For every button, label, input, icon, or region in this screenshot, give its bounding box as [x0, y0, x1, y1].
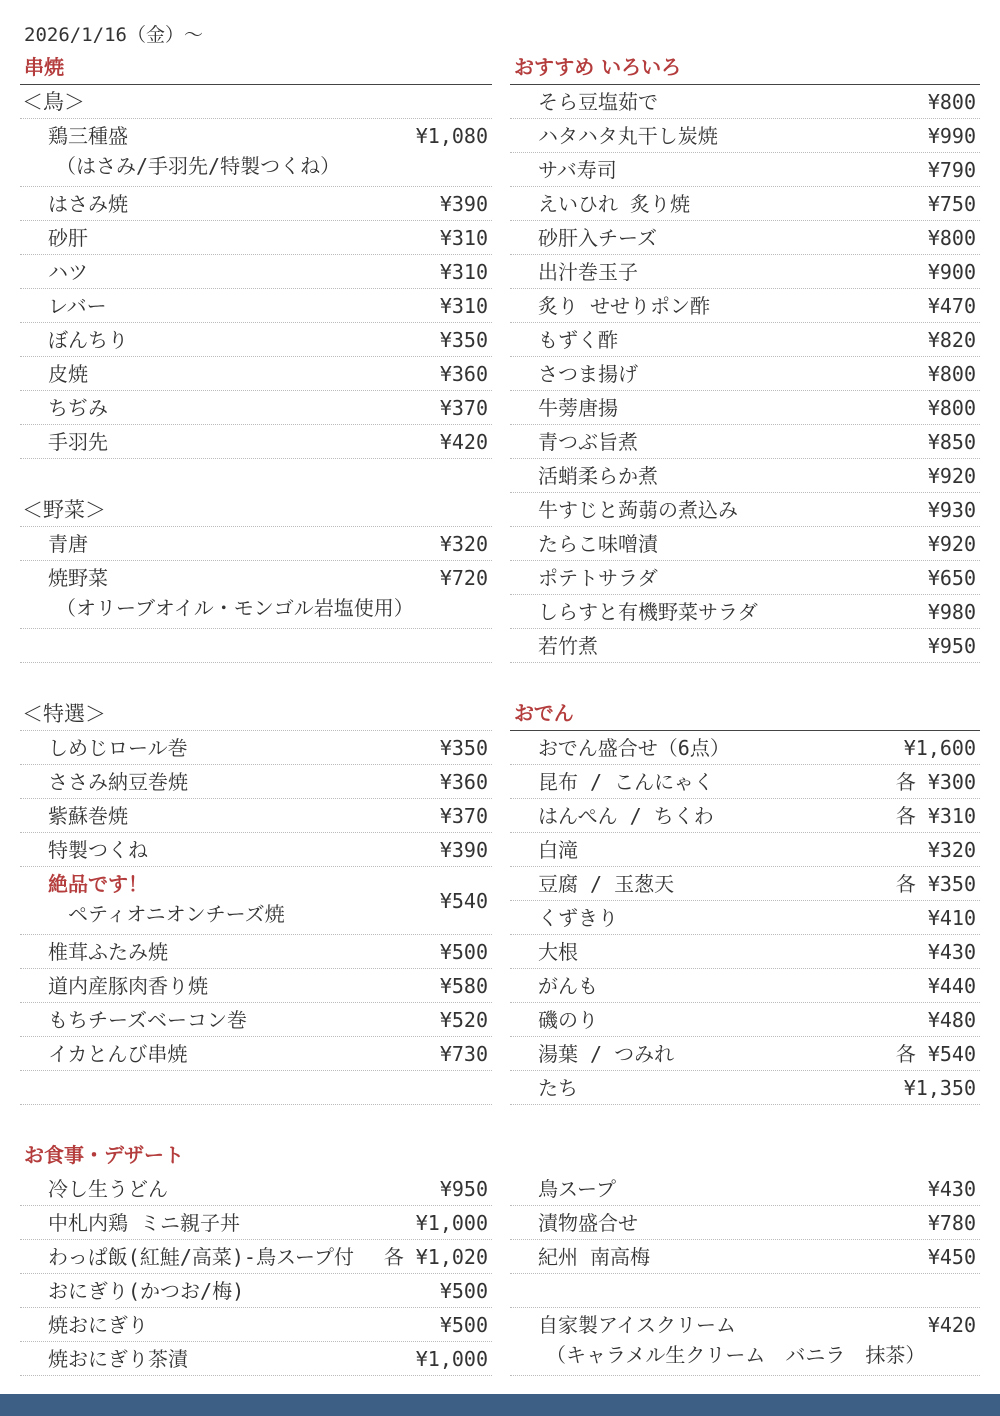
item-price: ¥1,600	[903, 736, 976, 760]
item-price: ¥480	[927, 1008, 976, 1032]
item-price: ¥370	[439, 804, 488, 828]
section-title-osusume: おすすめ いろいろ	[510, 50, 980, 85]
menu-item	[510, 357, 980, 391]
item-note: （はさみ/手羽先/特製つくね）	[56, 154, 341, 178]
oden-section	[510, 696, 980, 1105]
item-price: ¥320	[927, 838, 976, 862]
menu-item	[510, 901, 980, 935]
item-name: 湯葉 / つみれ	[538, 1042, 675, 1066]
item-price: ¥370	[439, 396, 488, 420]
item-name: 中札内鶏 ミニ親子丼	[48, 1211, 241, 1235]
tori-list	[20, 119, 492, 459]
item-name: 焼おにぎり茶漬	[48, 1347, 188, 1371]
item-name: ポテトサラダ	[538, 566, 658, 590]
subsection-yasai: ＜野菜＞	[20, 493, 492, 527]
item-price: 各 ¥310	[895, 804, 976, 828]
item-price: ¥310	[439, 294, 488, 318]
menu-item	[20, 935, 492, 969]
item-price: ¥430	[927, 940, 976, 964]
menu-item	[510, 459, 980, 493]
item-name: サバ寿司	[538, 158, 617, 182]
item-name: レバー	[48, 294, 107, 318]
item-price: ¥390	[439, 838, 488, 862]
item-name: しめじロール巻	[48, 736, 188, 760]
menu-item	[510, 935, 980, 969]
menu-item	[20, 833, 492, 867]
item-name: おにぎり(かつお/梅)	[48, 1279, 245, 1303]
menu-item	[510, 1240, 980, 1274]
menu-item	[20, 255, 492, 289]
item-name: ペティオニオンチーズ焼	[68, 902, 285, 926]
item-name: えいひれ 炙り焼	[538, 192, 691, 216]
item-name: 椎茸ふたみ焼	[48, 940, 168, 964]
menu-item	[510, 1172, 980, 1206]
kushiyaki-section	[20, 50, 492, 1105]
item-name: 昆布 / こんにゃく	[538, 770, 714, 794]
item-name: わっぱ飯(紅鮭/高菜)-鳥スープ付	[48, 1245, 354, 1269]
shokuji-right-section	[510, 1172, 980, 1376]
menu-item	[20, 1240, 492, 1274]
item-price: ¥800	[927, 90, 976, 114]
item-name: 特製つくね	[48, 838, 148, 862]
menu-item	[510, 221, 980, 255]
item-price: ¥850	[927, 430, 976, 454]
item-price: ¥310	[439, 226, 488, 250]
item-name: しらすと有機野菜サラダ	[538, 600, 758, 624]
item-price: ¥360	[439, 770, 488, 794]
item-name: 砂肝	[48, 226, 88, 250]
item-name: もちチーズベーコン巻	[48, 1008, 247, 1032]
menu-item	[510, 1308, 980, 1376]
item-name: 皮焼	[48, 362, 88, 386]
item-price: ¥430	[927, 1177, 976, 1201]
menu-item	[20, 187, 492, 221]
item-name: 若竹煮	[538, 634, 598, 658]
item-name: 冷し生うどん	[48, 1177, 168, 1201]
item-name: そら豆塩茹で	[538, 90, 658, 114]
menu-item	[20, 425, 492, 459]
item-price: ¥390	[439, 192, 488, 216]
item-price: ¥1,000	[415, 1347, 488, 1371]
item-note: （キャラメル生クリーム バニラ 抹茶）	[546, 1343, 926, 1367]
menu-item	[510, 255, 980, 289]
item-price: ¥750	[927, 192, 976, 216]
menu-item	[20, 1172, 492, 1206]
menu-item	[510, 1071, 980, 1105]
item-name: 青つぶ旨煮	[538, 430, 638, 454]
menu-item	[510, 731, 980, 765]
item-name: がんも	[538, 974, 598, 998]
item-name: たち	[538, 1076, 578, 1100]
item-price: ¥420	[439, 430, 488, 454]
menu-item	[510, 969, 980, 1003]
item-name: ハタハタ丸干し炭焼	[538, 124, 718, 148]
menu-item	[20, 867, 492, 935]
item-name: 牛蒡唐揚	[538, 396, 618, 420]
menu-item	[20, 391, 492, 425]
item-name: もずく酢	[538, 328, 618, 352]
menu-item	[20, 765, 492, 799]
menu-item	[510, 765, 980, 799]
item-price: ¥1,350	[903, 1076, 976, 1100]
menu-item	[20, 1308, 492, 1342]
item-name: 鳥スープ	[538, 1177, 616, 1201]
menu-item	[510, 1206, 980, 1240]
item-name: 出汁巻玉子	[538, 260, 638, 284]
item-name: はさみ焼	[48, 192, 128, 216]
item-tag: 絶品です！	[48, 872, 148, 896]
item-name: 焼野菜	[48, 566, 108, 590]
item-name: 活蛸柔らか煮	[538, 464, 658, 488]
item-price: ¥320	[439, 532, 488, 556]
menu-item	[510, 1003, 980, 1037]
item-name: 鶏三種盛	[48, 124, 128, 148]
blank-row	[510, 1274, 980, 1308]
item-name: 漬物盛合せ	[538, 1211, 638, 1235]
item-name: さつま揚げ	[538, 362, 638, 386]
section-title-shokuji: お食事・デザート	[24, 1143, 184, 1167]
item-name: 紫蘇巻焼	[48, 804, 128, 828]
menu-item	[510, 867, 980, 901]
item-price: ¥1,000	[415, 1211, 488, 1235]
menu-item	[20, 119, 492, 187]
item-price: ¥470	[927, 294, 976, 318]
item-price: ¥800	[927, 362, 976, 386]
menu-item	[20, 323, 492, 357]
item-name: イカとんび串焼	[48, 1042, 188, 1066]
menu-item	[510, 391, 980, 425]
item-price: ¥500	[439, 1313, 488, 1337]
item-name: 白滝	[538, 838, 578, 862]
item-name: 青唐	[48, 532, 88, 556]
menu-item	[510, 561, 980, 595]
item-price: ¥540	[439, 888, 488, 913]
item-name: 牛すじと蒟蒻の煮込み	[538, 498, 738, 522]
yasai-list	[20, 527, 492, 629]
item-name: 道内産豚肉香り焼	[48, 974, 208, 998]
item-price: ¥900	[927, 260, 976, 284]
item-name: ハツ	[48, 260, 88, 284]
section-title-kushiyaki: 串焼	[20, 50, 492, 85]
menu-date: 2026/1/16（金）～	[24, 24, 203, 46]
item-price: ¥930	[927, 498, 976, 522]
shokuji-section	[20, 1138, 492, 1376]
item-price: ¥920	[927, 464, 976, 488]
item-price: ¥310	[439, 260, 488, 284]
item-price: ¥950	[927, 634, 976, 658]
section-title-oden: おでん	[510, 696, 980, 731]
item-price: ¥520	[439, 1008, 488, 1032]
menu-item	[510, 85, 980, 119]
item-price: ¥920	[927, 532, 976, 556]
menu-item	[510, 153, 980, 187]
menu-item	[20, 527, 492, 561]
item-price: 各 ¥300	[895, 770, 976, 794]
tokusen-list	[20, 731, 492, 1071]
oden-list	[510, 731, 980, 1105]
menu-item	[510, 629, 980, 663]
item-price: ¥730	[439, 1042, 488, 1066]
menu-item	[510, 323, 980, 357]
menu-item	[20, 1206, 492, 1240]
item-price: ¥990	[927, 124, 976, 148]
item-price: ¥820	[927, 328, 976, 352]
item-price: ¥950	[439, 1177, 488, 1201]
item-name: くずきり	[538, 906, 618, 930]
item-price: ¥650	[927, 566, 976, 590]
menu-item	[510, 425, 980, 459]
menu-item	[20, 357, 492, 391]
osusume-section	[510, 50, 980, 663]
item-price: ¥450	[927, 1245, 976, 1269]
item-note: （オリーブオイル・モンゴル岩塩使用）	[56, 596, 414, 620]
item-name: 焼おにぎり	[48, 1313, 148, 1337]
shokuji-right-list	[510, 1172, 980, 1274]
menu-item	[510, 1037, 980, 1071]
item-price: ¥410	[927, 906, 976, 930]
item-name: 自家製アイスクリーム	[538, 1313, 736, 1337]
item-price: ¥500	[439, 1279, 488, 1303]
item-price: ¥790	[927, 158, 976, 182]
menu-item	[510, 799, 980, 833]
item-price: ¥350	[439, 736, 488, 760]
item-name: 磯のり	[538, 1008, 598, 1032]
menu-item	[510, 527, 980, 561]
item-price: ¥800	[927, 226, 976, 250]
item-name: ぼんちり	[48, 328, 128, 352]
menu-item	[510, 595, 980, 629]
menu-item	[510, 493, 980, 527]
item-name: 紀州 南高梅	[538, 1245, 651, 1269]
item-price: 各 ¥350	[895, 872, 976, 896]
item-name: 砂肝入チーズ	[538, 226, 657, 250]
footer-bar	[0, 1394, 1000, 1416]
item-price: ¥800	[927, 396, 976, 420]
menu-item	[20, 1003, 492, 1037]
item-price: 各 ¥540	[895, 1042, 976, 1066]
item-price: ¥500	[439, 940, 488, 964]
blank-row	[20, 1071, 492, 1105]
item-price: ¥780	[927, 1211, 976, 1235]
menu-item	[20, 561, 492, 629]
item-price: ¥580	[439, 974, 488, 998]
menu-item	[20, 731, 492, 765]
menu-item	[20, 221, 492, 255]
blank-row	[20, 629, 492, 663]
menu-item	[510, 289, 980, 323]
item-price: 各 ¥1,020	[383, 1245, 488, 1269]
item-price: ¥420	[927, 1313, 976, 1337]
menu-item	[20, 1342, 492, 1376]
menu-item	[510, 833, 980, 867]
item-price: ¥350	[439, 328, 488, 352]
menu-item	[510, 119, 980, 153]
menu-item	[510, 187, 980, 221]
item-price: ¥720	[439, 566, 488, 590]
shokuji-left-list	[20, 1172, 492, 1376]
item-name: ちぢみ	[48, 396, 108, 420]
item-price: ¥980	[927, 600, 976, 624]
item-name: 豆腐 / 玉葱天	[538, 872, 675, 896]
item-name: はんぺん / ちくわ	[538, 804, 714, 828]
menu-item	[20, 799, 492, 833]
menu-item	[20, 969, 492, 1003]
menu-item	[20, 1274, 492, 1308]
item-name: おでん盛合せ（6点）	[538, 736, 730, 760]
subsection-tokusen: ＜特選＞	[20, 697, 492, 731]
item-name: たらこ味噌漬	[538, 532, 658, 556]
item-name: 大根	[538, 940, 578, 964]
item-name: 炙り せせりポン酢	[538, 294, 711, 318]
osusume-list	[510, 85, 980, 663]
menu-item	[20, 289, 492, 323]
menu-item	[20, 1037, 492, 1071]
item-price: ¥1,080	[415, 124, 488, 148]
subsection-tori: ＜鳥＞	[20, 85, 492, 119]
item-price: ¥360	[439, 362, 488, 386]
item-name: ささみ納豆巻焼	[48, 770, 188, 794]
item-name: 手羽先	[48, 430, 108, 454]
item-price: ¥440	[927, 974, 976, 998]
